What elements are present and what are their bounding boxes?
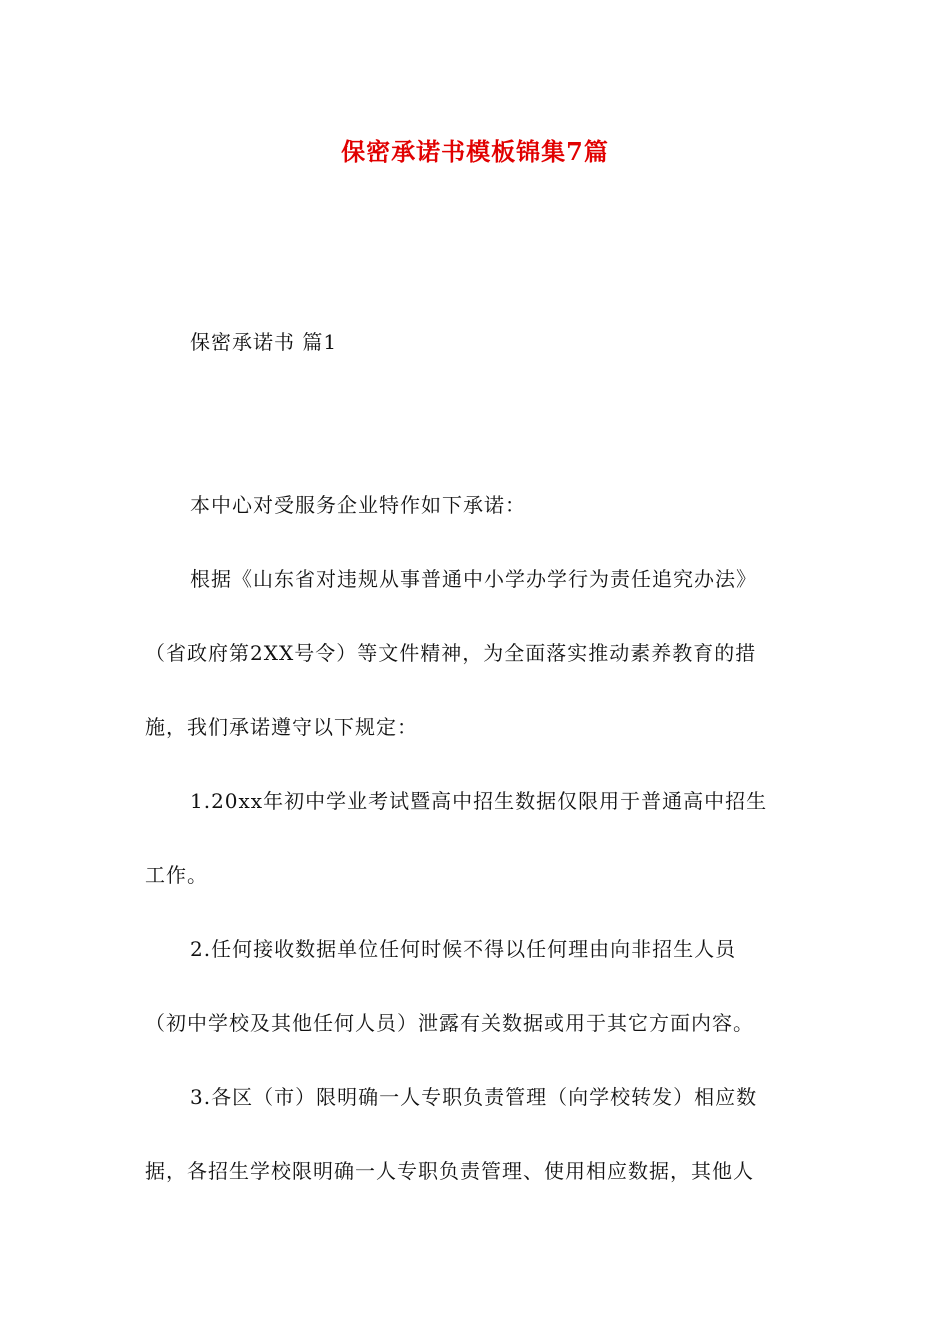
document-title: 保密承诺书模板锦集7篇 [341, 137, 609, 166]
paragraph-line: 据，各招生学校限明确一人专职负责管理、使用相应数据，其他人 [145, 1159, 754, 1183]
paragraph-line: 根据《山东省对违规从事普通中小学办学行为责任追究办法》 [190, 567, 757, 591]
paragraph-line: 施，我们承诺遵守以下规定： [145, 715, 418, 739]
paragraph-line: 3.各区（市）限明确一人专职负责管理（向学校转发）相应数 [190, 1085, 758, 1109]
paragraph-line: 工作。 [145, 863, 208, 887]
paragraph-line: 1.20xx年初中学业考试暨高中招生数据仅限用于普通高中招生 [190, 789, 768, 813]
paragraph-line: 本中心对受服务企业特作如下承诺： [190, 493, 526, 517]
body-text [145, 468, 815, 1208]
paragraph-line: 2.任何接收数据单位任何时候不得以任何理由向非招生人员 [190, 937, 737, 961]
paragraph-line: （初中学校及其他任何人员）泄露有关数据或用于其它方面内容。 [145, 1011, 754, 1035]
paragraph-line: （省政府第2XX号令）等文件精神，为全面落实推动素养教育的措 [145, 641, 757, 665]
section-heading: 保密承诺书 篇1 [190, 330, 338, 354]
